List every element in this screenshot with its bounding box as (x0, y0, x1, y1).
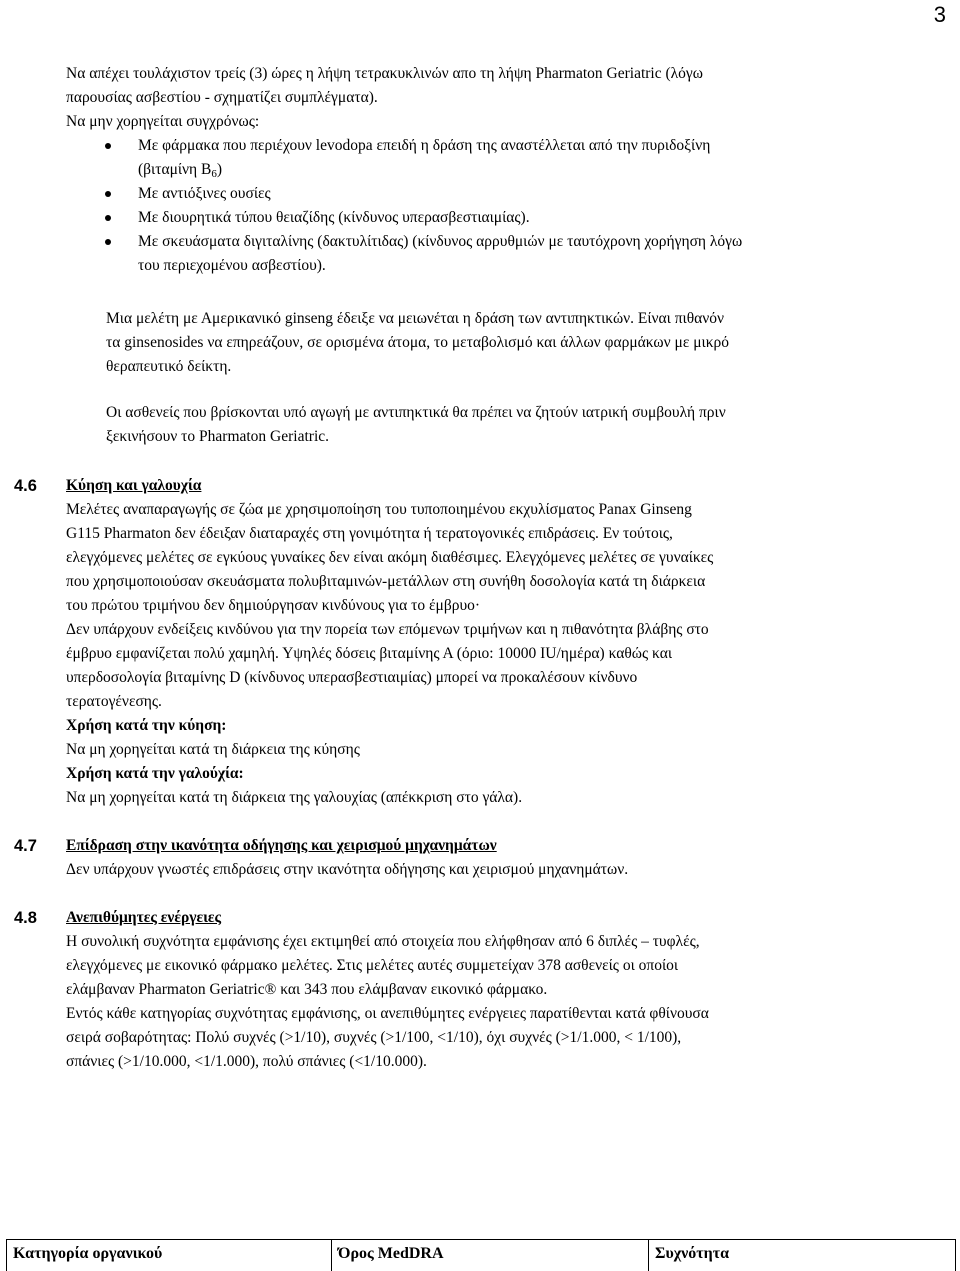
bullet-icon (105, 239, 111, 245)
section-4-6-line: που χρησιμοποιούσαν σκευάσματα πολυβιταμινών-μετάλλων στη συνήθη δοσολογία κατά τη διάρκεια (66, 573, 706, 590)
ginseng-para-line-3: θεραπευτικό δείκτη. (106, 358, 232, 375)
lactation-use-label: Χρήση κατά την γαλούχία: (66, 765, 244, 782)
section-4-6-title: Κύηση και γαλουχία (66, 477, 202, 494)
not-coadminister-heading: Να μην χορηγείται συγχρόνως: (66, 113, 260, 130)
pregnancy-use-label: Χρήση κατά την κύηση: (66, 717, 227, 734)
tetracycline-warning-line-2: παρουσίας ασβεστίου - σχηματίζει συμπλέγματα). (66, 89, 378, 106)
section-4-8-line: ελάμβαναν Pharmaton Geriatric® και 343 που ελάμβαναν εικονικό φάρμακο. (66, 981, 548, 998)
anticoag-para-line-2: ξεκινήσουν το Pharmaton Geriatric. (106, 428, 330, 445)
section-4-6-line: Δεν υπάρχουν ενδείξεις κινδύνου για την πορεία των επόμενων τριμήνων και η πιθανότητα βλάβης στο (66, 621, 709, 638)
section-4-8-line: σειρά σοβαρότητας: Πολύ συχνές (>1/10), συχνές (>1/100, <1/10), όχι συχνές (>1/1.000, < 1/100), (66, 1029, 682, 1046)
bullet-digitalis-line-1: Με σκευάσματα διγιταλίνης (δακτυλίτιδας) (κίνδυνος αρρυθμιών με ταυτόχρονη χορήγηση λόγω (138, 233, 743, 250)
bullet-icon (105, 143, 111, 149)
section-4-6-line: Μελέτες αναπαραγωγής σε ζώα με χρησιμοποίηση του τυποποιημένου εκχυλίσματος Panax Ginseng (66, 501, 692, 518)
bullet-antacids: Με αντιόξινες ουσίες (138, 185, 271, 202)
bullet-diuretics: Με διουρητικά τύπου θειαζίδης (κίνδυνος υπερασβεστιαιμίας). (138, 209, 530, 226)
bullet-levodopa-line-1: Με φάρμακα που περιέχουν levodopa επειδή η δράση της αναστέλλεται από την πυριδοξίνη (138, 137, 711, 154)
section-4-6-line: τερατογένεσης. (66, 693, 162, 710)
bullet-icon (105, 191, 111, 197)
table-header-meddra-term: Όρος MedDRA (332, 1240, 649, 1271)
anticoag-para-line-1: Οι ασθενείς που βρίσκονται υπό αγωγή με αντιπηκτικά θα πρέπει να ζητούν ιατρική συμβουλή πριν (106, 404, 726, 421)
section-4-8-number: 4.8 (14, 909, 37, 927)
section-4-6-line: έμβρυο εμφανίζεται πολύ χαμηλή. Υψηλές δόσεις βιταμίνης Α (όριο: 10000 IU/ημέρα) καθώς και (66, 645, 672, 662)
ginseng-para-line-2: τα ginsenosides να επηρεάζουν, σε ορισμένα άτομα, το μεταβολισμό και άλλων φαρμάκων με μικρό (106, 334, 729, 351)
table-header-organ-class: Κατηγορία οργανικού (7, 1240, 332, 1271)
bullet-levodopa-line-2: (βιταμίνη $B_6$) (138, 161, 223, 180)
section-4-8-title: Ανεπιθύμητες ενέργειες (66, 909, 222, 926)
section-4-7-title: Επίδραση στην ικανότητα οδήγησης και χειρισμού μηχανημάτων (66, 837, 497, 854)
section-4-6-line: ελεγχόμενες μελέτες σε εγκύους γυναίκες δεν είναι ακόμη διαθέσιμες. Ελεγχόμενες μελέτες σε γυναίκες (66, 549, 714, 566)
tetracycline-warning-line-1: Να απέχει τουλάχιστον τρείς (3) ώρες η λήψη τετρακυκλινών απο τη λήψη Pharmaton Geriatric (λόγω (66, 65, 703, 82)
section-4-8-line: ελεγχόμενες με εικονικό φάρμακο μελέτες. Στις μελέτες αυτές συμμετείχαν 378 ασθενείς οι οποίοι (66, 957, 679, 974)
adverse-reactions-table-header (6, 1239, 956, 1271)
bullet-digitalis-line-2: του περιεχομένου ασβεστίου). (138, 257, 326, 274)
section-4-7-number: 4.7 (14, 837, 37, 855)
section-4-8-line: Εντός κάθε κατηγορίας συχνότητας εμφάνισης, οι ανεπιθύμητες ενέργειες παρατίθενται κατά φθίνουσα (66, 1005, 709, 1022)
pregnancy-use-text: Να μη χορηγείται κατά τη διάρκεια της κύησης (66, 741, 360, 758)
section-4-6-number: 4.6 (14, 477, 37, 495)
ginseng-para-line-1: Μια μελέτη με Αμερικανικό ginseng έδειξε να μειωνέται η δράση των αντιπηκτικών. Είναι πιθανόν (106, 310, 725, 327)
section-4-6-line: του πρώτου τριμήνου δεν δημιούργησαν κινδύνους για το έμβρυο· (66, 597, 481, 614)
section-4-6-line: G115 Pharmaton δεν έδειξαν διαταραχές στη γονιμότητα ή τερατογονικές επιδράσεις. Εν τούτοις, (66, 525, 673, 542)
bullet-icon (105, 215, 111, 221)
table-header-frequency: Συχνότητα (655, 1245, 730, 1262)
section-4-7-text: Δεν υπάρχουν γνωστές επιδράσεις στην ικανότητα οδήγησης και χειρισμού μηχανημάτων. (66, 861, 629, 878)
section-4-8-line: σπάνιες (>1/10.000, <1/1.000), πολύ σπάνιες (<1/10.000). (66, 1053, 427, 1070)
section-4-8-line: Η συνολική συχνότητα εμφάνισης έχει εκτιμηθεί από στοιχεία που ελήφθησαν από 6 διπλές – τυφλές, (66, 933, 700, 950)
lactation-use-text: Να μη χορηγείται κατά τη διάρκεια της γαλουχίας (απέκκριση στο γάλα). (66, 789, 523, 806)
section-4-6-line: υπερδοσολογία βιταμίνης D (κίνδυνος υπερασβεστιαιμίας) μπορεί να προκαλέσουν κίνδυνο (66, 669, 638, 686)
page-number: 3 (933, 2, 946, 27)
